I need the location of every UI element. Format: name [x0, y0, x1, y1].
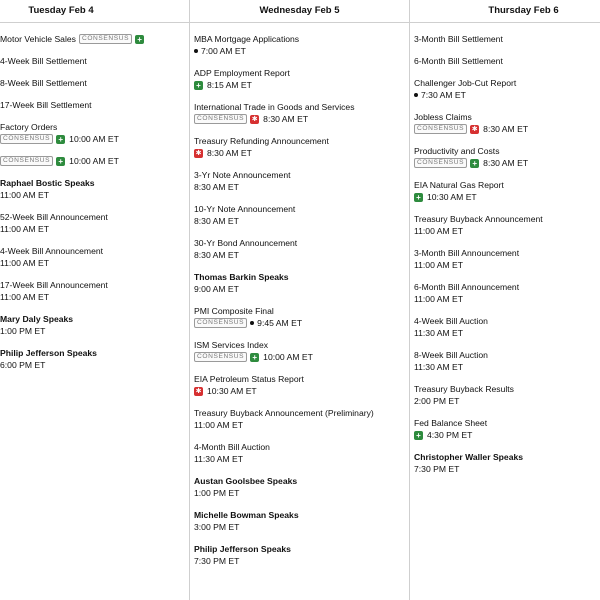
speaker-event-title[interactable]: Mary Daly Speaks	[0, 314, 74, 324]
event-time: 11:00 AM ET	[0, 224, 50, 234]
event-meta-row	[194, 113, 409, 125]
event-title[interactable]: 17-Week Bill Announcement	[0, 280, 108, 290]
consensus-badge[interactable]: CONSENSUS	[194, 352, 247, 362]
calendar-event[interactable]	[414, 33, 600, 45]
event-meta-row	[414, 327, 600, 339]
event-meta-row	[194, 419, 409, 431]
event-title[interactable]: 17-Week Bill Settlement	[0, 100, 92, 110]
consensus-badge[interactable]: CONSENSUS	[0, 134, 53, 144]
calendar-event[interactable]	[0, 121, 189, 145]
calendar-event[interactable]	[414, 417, 600, 441]
event-title[interactable]: ISM Services Index	[194, 340, 269, 350]
calendar-event[interactable]	[0, 99, 189, 111]
event-time: 8:30 AM ET	[483, 124, 529, 134]
event-title[interactable]: Factory Orders	[0, 122, 58, 132]
event-title[interactable]: International Trade in Goods and Services	[194, 102, 355, 112]
calendar-event[interactable]	[194, 339, 409, 363]
event-time: 8:15 AM ET	[207, 80, 252, 90]
calendar-event[interactable]	[194, 407, 409, 431]
day-column-tuesday	[0, 0, 189, 600]
calendar-event[interactable]	[414, 349, 600, 373]
calendar-event[interactable]	[194, 373, 409, 397]
calendar-event[interactable]	[414, 451, 600, 475]
calendar-event[interactable]	[414, 77, 600, 101]
event-title[interactable]: Treasury Buyback Announcement	[414, 214, 543, 224]
event-title[interactable]: 30-Yr Bond Announcement	[194, 238, 298, 248]
event-meta-row	[414, 395, 600, 407]
event-time: 10:30 AM ET	[207, 386, 257, 396]
event-meta-row	[414, 191, 600, 203]
high-importance-plus-icon: +	[250, 353, 259, 362]
calendar-event[interactable]	[414, 247, 600, 271]
event-meta-row	[194, 453, 409, 465]
event-title[interactable]: ADP Employment Report	[194, 68, 290, 78]
event-time: 9:00 AM ET	[194, 284, 239, 294]
event-time: 11:30 AM ET	[194, 454, 244, 464]
speaker-event-title[interactable]: Austan Goolsbee Speaks	[194, 476, 298, 486]
event-title[interactable]: 10-Yr Note Announcement	[194, 204, 296, 214]
consensus-badge[interactable]: CONSENSUS	[79, 34, 132, 44]
event-title[interactable]: Treasury Buyback Announcement (Preliminary)	[194, 408, 374, 418]
calendar-event[interactable]	[0, 55, 189, 67]
event-meta-row	[414, 429, 600, 441]
event-title[interactable]: Challenger Job-Cut Report	[414, 78, 517, 88]
event-title[interactable]: Jobless Claims	[414, 112, 472, 122]
calendar-event[interactable]	[414, 315, 600, 339]
event-time: 7:00 AM ET	[201, 46, 246, 56]
event-time: 11:00 AM ET	[0, 292, 50, 302]
consensus-badge[interactable]: CONSENSUS	[0, 156, 53, 166]
calendar-event[interactable]	[414, 281, 600, 305]
event-time: 8:30 AM ET	[483, 158, 529, 168]
event-meta-row	[0, 257, 189, 269]
event-meta-row	[414, 225, 600, 237]
event-time: 10:00 AM ET	[69, 156, 119, 166]
event-title[interactable]: EIA Natural Gas Report	[414, 180, 504, 190]
speaker-event-title[interactable]: Raphael Bostic Speaks	[0, 178, 95, 188]
event-time: 2:00 PM ET	[414, 396, 460, 406]
consensus-badge[interactable]: CONSENSUS	[414, 158, 467, 168]
event-meta-row	[414, 89, 600, 101]
event-meta-row	[414, 259, 600, 271]
top-importance-star-icon: ✱	[195, 149, 202, 157]
high-importance-plus-icon: +	[56, 135, 65, 144]
event-meta-row	[194, 45, 409, 57]
high-importance-plus-icon: +	[414, 431, 423, 440]
event-time: 8:30 AM ET	[207, 148, 252, 158]
event-title[interactable]: 3-Month Bill Announcement	[414, 248, 520, 258]
event-title[interactable]: Treasury Buyback Results	[414, 384, 514, 394]
event-meta-row	[414, 293, 600, 305]
calendar-event[interactable]	[0, 245, 189, 269]
calendar-event[interactable]	[194, 441, 409, 465]
event-title[interactable]: 3-Yr Note Announcement	[194, 170, 291, 180]
speaker-event-title[interactable]: Christopher Waller Speaks	[414, 452, 524, 462]
event-time: 8:30 AM ET	[263, 114, 309, 124]
event-time: 11:30 AM ET	[414, 328, 464, 338]
calendar-event[interactable]	[0, 155, 189, 167]
event-meta-row	[194, 487, 409, 499]
event-title[interactable]: PMI Composite Final	[194, 306, 274, 316]
event-title[interactable]: 52-Week Bill Announcement	[0, 212, 108, 222]
event-time: 11:00 AM ET	[414, 226, 464, 236]
calendar-event[interactable]	[414, 145, 600, 169]
event-title[interactable]: 4-Week Bill Auction	[414, 316, 488, 326]
calendar-event[interactable]	[414, 55, 600, 67]
calendar-event[interactable]	[194, 67, 409, 91]
day-column-thursday	[409, 0, 600, 600]
event-list	[410, 23, 600, 475]
high-importance-plus-icon: +	[470, 159, 479, 168]
day-header: Thursday Feb 6	[410, 0, 600, 23]
event-time: 11:00 AM ET	[414, 294, 464, 304]
calendar-event[interactable]	[414, 383, 600, 407]
calendar-event[interactable]	[0, 211, 189, 235]
calendar-event[interactable]	[0, 33, 189, 45]
event-meta-row	[194, 79, 409, 91]
event-meta-row	[194, 385, 409, 397]
calendar-event[interactable]	[194, 203, 409, 227]
event-meta-row	[0, 189, 189, 201]
speaker-event-title[interactable]: Philip Jefferson Speaks	[0, 348, 97, 358]
calendar-event[interactable]	[194, 509, 409, 533]
event-time: 4:30 PM ET	[427, 430, 473, 440]
event-time: 8:30 AM ET	[194, 216, 239, 226]
calendar-event[interactable]	[0, 347, 189, 371]
event-meta-row	[194, 351, 409, 363]
event-title[interactable]: Productivity and Costs	[414, 146, 500, 156]
event-time: 11:00 AM ET	[414, 260, 464, 270]
calendar-event[interactable]	[194, 33, 409, 57]
calendar-event[interactable]	[194, 101, 409, 125]
calendar-event[interactable]	[0, 313, 189, 337]
event-time: 1:00 PM ET	[194, 488, 240, 498]
event-meta-row	[194, 521, 409, 533]
calendar-event[interactable]	[194, 543, 409, 567]
event-meta-row	[194, 317, 409, 329]
event-title[interactable]: 6-Month Bill Settlement	[414, 56, 503, 66]
calendar-event[interactable]	[0, 177, 189, 201]
bullet-dot-icon	[250, 321, 254, 325]
event-meta-row	[194, 283, 409, 295]
event-time: 11:00 AM ET	[0, 190, 50, 200]
calendar-event[interactable]	[194, 237, 409, 261]
high-importance-plus-icon: +	[56, 157, 65, 166]
event-time: 1:00 PM ET	[0, 326, 46, 336]
event-meta-row	[414, 123, 600, 135]
event-title[interactable]: Fed Balance Sheet	[414, 418, 488, 428]
event-time: 6:00 PM ET	[0, 360, 46, 370]
event-time: 11:30 AM ET	[414, 362, 464, 372]
calendar-event[interactable]	[0, 77, 189, 89]
bullet-dot-icon	[194, 49, 198, 53]
day-column-wednesday	[189, 0, 409, 600]
event-meta-row	[414, 463, 600, 475]
event-meta-row	[194, 249, 409, 261]
event-meta-row	[194, 181, 409, 193]
event-title[interactable]: Treasury Refunding Announcement	[194, 136, 329, 146]
speaker-event-title[interactable]: Thomas Barkin Speaks	[194, 272, 289, 282]
top-importance-star-icon: ✱	[471, 125, 478, 133]
event-title[interactable]: 3-Month Bill Settlement	[414, 34, 503, 44]
top-importance-star-icon: ✱	[195, 387, 202, 395]
calendar-event[interactable]	[414, 179, 600, 203]
top-importance-star-icon: ✱	[251, 115, 258, 123]
event-meta-row	[0, 155, 189, 167]
event-meta-row	[0, 133, 189, 145]
event-list	[0, 23, 189, 371]
event-title[interactable]: MBA Mortgage Applications	[194, 34, 300, 44]
event-time: 10:00 AM ET	[69, 134, 119, 144]
event-time: 11:00 AM ET	[0, 258, 50, 268]
event-meta-row	[0, 223, 189, 235]
event-time: 9:45 AM ET	[257, 318, 303, 328]
event-meta-row	[194, 555, 409, 567]
calendar-event[interactable]	[194, 271, 409, 295]
event-title[interactable]: 4-Week Bill Announcement	[0, 246, 104, 256]
day-header: Tuesday Feb 4	[0, 0, 189, 23]
high-importance-plus-icon: +	[135, 35, 144, 44]
calendar-event[interactable]	[0, 279, 189, 303]
event-meta-row	[414, 361, 600, 373]
bullet-dot-icon	[414, 93, 418, 97]
high-importance-plus-icon: +	[194, 81, 203, 90]
event-meta-row	[194, 215, 409, 227]
day-header: Wednesday Feb 5	[190, 0, 409, 23]
high-importance-plus-icon: +	[414, 193, 423, 202]
event-time: 7:30 PM ET	[414, 464, 460, 474]
calendar-event[interactable]	[414, 111, 600, 135]
calendar-event[interactable]	[194, 475, 409, 499]
calendar-event[interactable]	[414, 213, 600, 237]
event-time: 7:30 AM ET	[421, 90, 466, 100]
calendar-event[interactable]	[194, 169, 409, 193]
speaker-event-title[interactable]: Philip Jefferson Speaks	[194, 544, 291, 554]
calendar-event[interactable]	[194, 305, 409, 329]
event-time: 8:30 AM ET	[194, 250, 239, 260]
event-title[interactable]: 4-Month Bill Auction	[194, 442, 270, 452]
event-title[interactable]: 8-Week Bill Auction	[414, 350, 488, 360]
event-meta-row	[0, 291, 189, 303]
event-title[interactable]: Motor Vehicle Sales	[0, 34, 76, 44]
event-list	[190, 23, 409, 567]
consensus-badge[interactable]: CONSENSUS	[414, 124, 467, 134]
event-time: 11:00 AM ET	[194, 420, 244, 430]
consensus-badge[interactable]: CONSENSUS	[194, 318, 247, 328]
calendar-event[interactable]	[194, 135, 409, 159]
event-time: 10:00 AM ET	[263, 352, 313, 362]
event-meta-row	[0, 325, 189, 337]
event-time: 10:30 AM ET	[427, 192, 477, 202]
event-meta-row	[194, 147, 409, 159]
event-title[interactable]: 8-Week Bill Settlement	[0, 78, 87, 88]
event-title[interactable]: 6-Month Bill Announcement	[414, 282, 520, 292]
event-time: 8:30 AM ET	[194, 182, 239, 192]
speaker-event-title[interactable]: Michelle Bowman Speaks	[194, 510, 299, 520]
event-time: 7:30 PM ET	[194, 556, 240, 566]
event-meta-row	[414, 157, 600, 169]
event-title[interactable]: EIA Petroleum Status Report	[194, 374, 304, 384]
event-title[interactable]: 4-Week Bill Settlement	[0, 56, 87, 66]
consensus-badge[interactable]: CONSENSUS	[194, 114, 247, 124]
event-meta-row	[0, 359, 189, 371]
event-time: 3:00 PM ET	[194, 522, 240, 532]
